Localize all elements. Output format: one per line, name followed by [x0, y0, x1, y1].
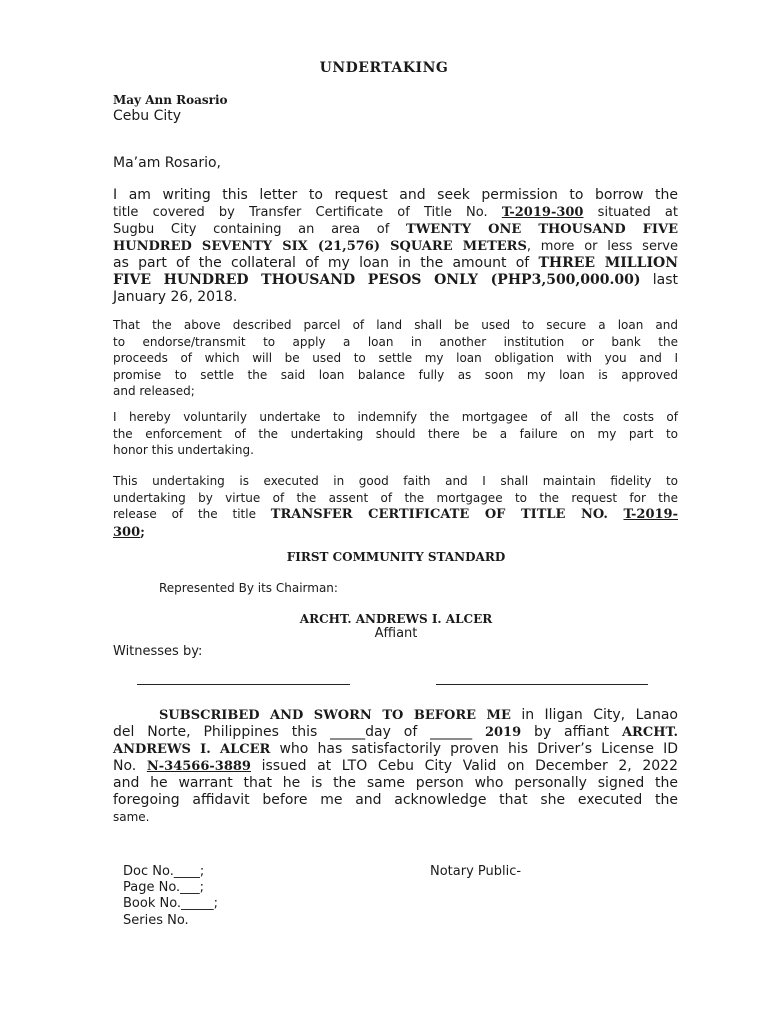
affiant-name: ANDREWS I. ALCER	[113, 742, 271, 757]
para2-line: promise to settle the said loan balance fully as soon my loan is approved	[113, 367, 678, 382]
title-number-end: ;	[140, 524, 145, 540]
para2-line: proceeds of which will be used to settle my loan obligation with you and I	[113, 351, 678, 365]
para1-text: last	[640, 272, 679, 288]
jurat-line	[113, 707, 678, 724]
title-number: 300	[113, 524, 141, 540]
jurat-text: No.	[113, 758, 147, 774]
para2-line: and released;	[113, 384, 195, 398]
para1-line	[113, 221, 678, 238]
para2-line: to endorse/transmit to apply a loan in another institution or bank the	[113, 334, 678, 349]
para1-text: title covered by Transfer Certificate of Title No.	[113, 205, 502, 220]
jurat-paragraph	[113, 707, 678, 826]
para1-line	[113, 204, 678, 221]
jurat-line	[113, 724, 678, 741]
para1-line	[113, 238, 678, 255]
para1-line: I am writing this letter to request and seek permission to borrow the	[113, 187, 678, 203]
chairman-name: ARCHT. ANDREWS I. ALCER	[299, 612, 493, 626]
title-reference: TRANSFER CERTIFICATE OF TITLE NO.	[270, 507, 624, 522]
paragraph-request	[113, 187, 678, 306]
loan-amount: THREE MILLION	[538, 255, 678, 271]
page-no: Page No.___;	[123, 880, 205, 895]
title-number: T-2019-	[623, 507, 678, 522]
title-number: T-2019-300	[501, 205, 584, 220]
jurat-year: 2019	[484, 725, 522, 740]
witnesses-label: Witnesses by:	[113, 644, 203, 659]
para1-line	[113, 272, 678, 289]
book-no: Book No._____;	[123, 896, 218, 911]
para4-line	[113, 506, 678, 524]
jurat-text: by affiant	[521, 724, 622, 740]
para4-line: undertaking by virtue of the assent of the mortgagee to the request for the	[113, 490, 678, 505]
para2-line: That the above described parcel of land shall be used to secure a loan and	[113, 318, 678, 332]
doc-no: Doc No.____;	[123, 864, 205, 879]
para4-text: release of the title	[113, 507, 271, 521]
license-id: N-34566-3889	[146, 759, 251, 774]
affiant-name: ARCHT.	[621, 725, 679, 740]
jurat-line	[113, 741, 678, 758]
para1-text: , more or less serve	[526, 239, 678, 254]
area-words: TWENTY ONE THOUSAND FIVE	[406, 222, 678, 237]
para1-text: situated at	[583, 205, 678, 220]
para4-line: This undertaking is executed in good faith and I shall maintain fidelity to	[113, 474, 678, 488]
series-no: Series No.	[123, 913, 189, 928]
jurat-line: same.	[113, 810, 150, 824]
company-name: FIRST COMMUNITY STANDARD	[286, 550, 506, 564]
jurat-line	[113, 758, 678, 775]
jurat-text: in Iligan City, Lanao	[510, 707, 678, 723]
notary-public: Notary Public-	[430, 864, 522, 879]
jurat-text: del Norte, Philippines this _____day of ______	[113, 724, 485, 740]
represented-by: Represented By its Chairman:	[159, 581, 338, 595]
jurat-text: issued at LTO Cebu City Valid on December 2, 2022	[250, 758, 678, 774]
para3-line: honor this undertaking.	[113, 443, 254, 457]
sworn-heading: SUBSCRIBED AND SWORN TO BEFORE ME	[159, 708, 511, 723]
addressee-city: Cebu City	[113, 108, 182, 124]
jurat-line: foregoing affidavit before me and acknowledge that she executed the	[113, 792, 678, 808]
paragraph-land-use	[113, 317, 678, 400]
paragraph-indemnify	[113, 409, 678, 459]
para3-line: I hereby voluntarily undertake to indemnify the mortgagee of all the costs of	[113, 410, 678, 424]
para3-line: the enforcement of the undertaking should there be a failure on my part to	[113, 426, 678, 441]
area-words: HUNDRED SEVENTY SIX (21,576) SQUARE METERS	[113, 239, 527, 254]
para1-text: Sugbu City containing an area of	[113, 222, 407, 237]
para1-line: January 26, 2018.	[113, 289, 238, 305]
witness-signature-line	[137, 684, 350, 685]
salutation: Ma’am Rosario,	[113, 155, 221, 171]
para1-text: as part of the collateral of my loan in the amount of	[113, 255, 539, 271]
loan-amount: FIVE HUNDRED THOUSAND PESOS ONLY (PHP3,500,000.00)	[113, 272, 641, 288]
addressee-name: May Ann Roasrio	[113, 93, 228, 107]
jurat-text: who has satisfactorily proven his Driver’s License ID	[270, 741, 679, 757]
para1-line	[113, 255, 678, 272]
affiant-label: Affiant	[374, 626, 418, 641]
paragraph-good-faith	[113, 473, 678, 541]
witness-signature-line	[436, 684, 648, 685]
para4-line	[113, 524, 678, 542]
document-title: UNDERTAKING	[319, 60, 449, 76]
jurat-line: and he warrant that he is the same person who personally signed the	[113, 775, 678, 791]
